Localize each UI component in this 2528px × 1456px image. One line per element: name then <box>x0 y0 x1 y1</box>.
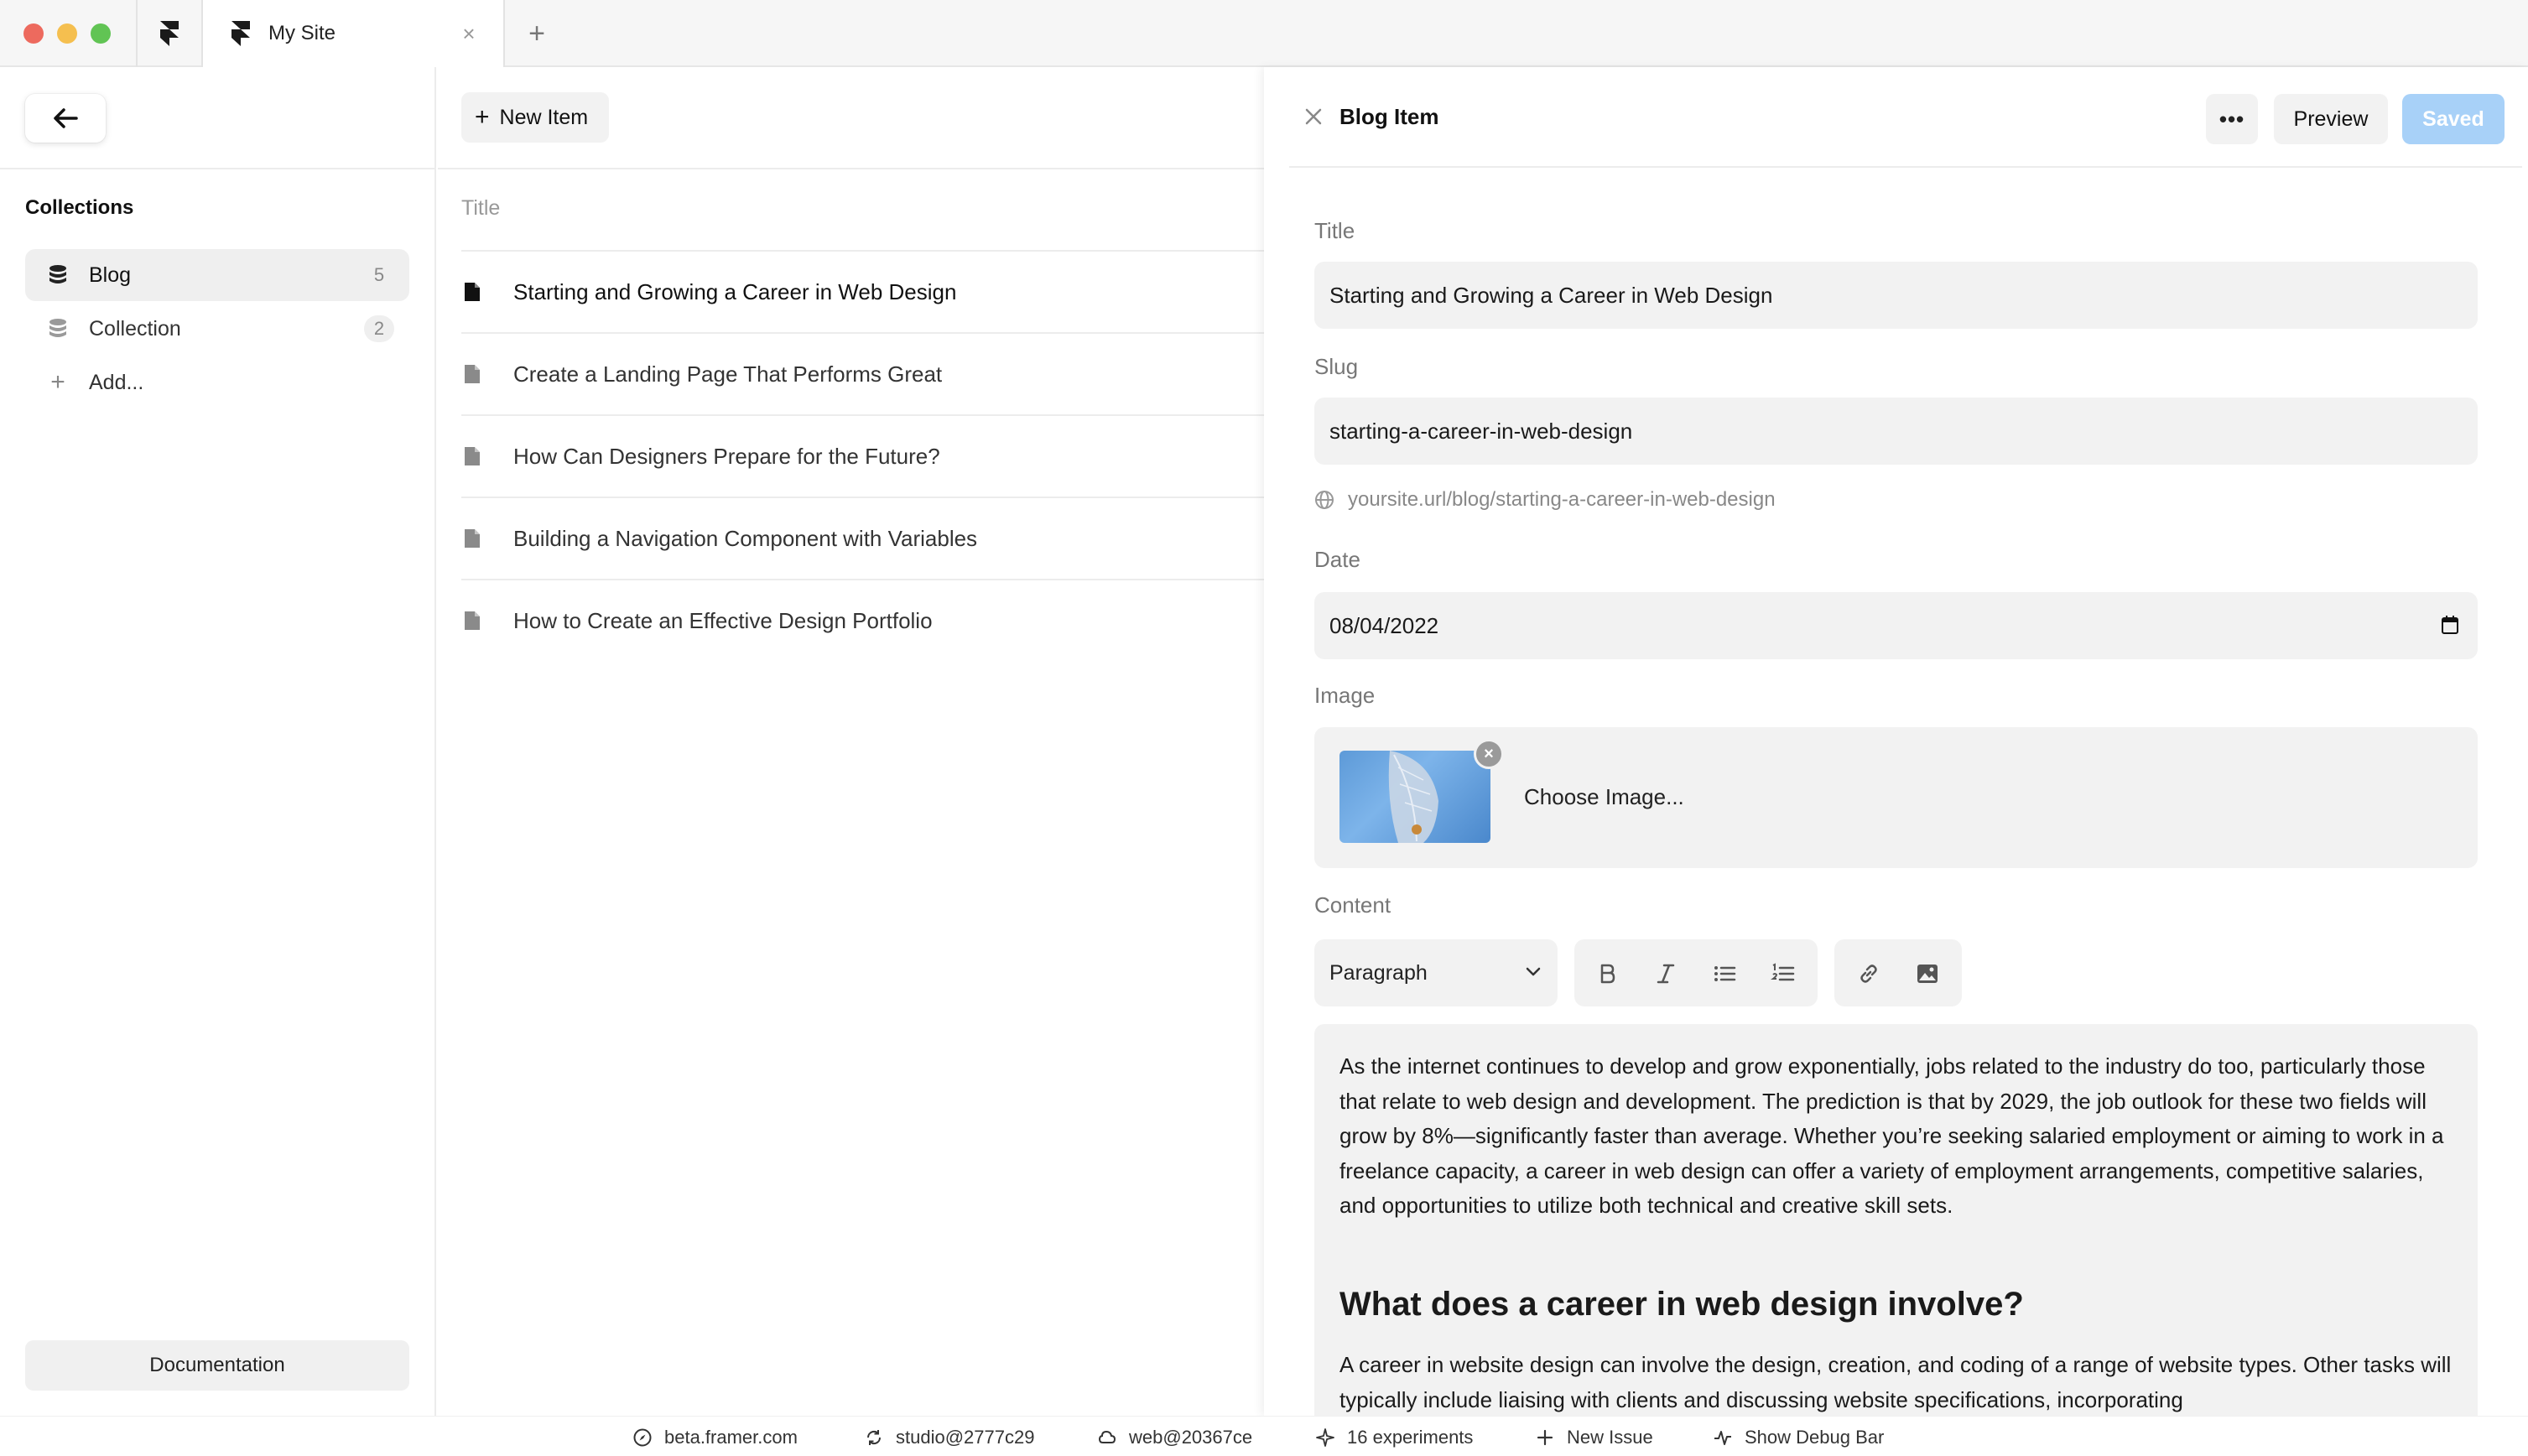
plus-icon: + <box>50 368 65 396</box>
format-toolbar <box>1574 939 1818 1006</box>
title-field-label: Title <box>1314 218 1355 243</box>
content-paragraph[interactable]: A career in website design can involve the design, creation, and coding of a range of website types. Other tasks will typically include liaising with clients and discussing website specifications, incorporating <box>1339 1352 2452 1412</box>
row-title: How Can Designers Prepare for the Future? <box>513 443 940 469</box>
window-minimize-button[interactable] <box>57 23 77 44</box>
plus-icon <box>1535 1427 1555 1448</box>
document-icon <box>463 528 481 549</box>
sidebar-item-label: Collection <box>89 316 181 341</box>
document-icon <box>463 445 481 467</box>
divider <box>1289 166 2522 168</box>
image-picker[interactable] <box>1314 727 2478 868</box>
table-row[interactable] <box>461 579 1264 661</box>
content-heading[interactable]: What does a career in web design involve? <box>1339 1286 2024 1323</box>
window-maximize-button[interactable] <box>91 23 111 44</box>
collections-sidebar <box>0 67 436 1416</box>
row-title: Building a Navigation Component with Variables <box>513 525 978 551</box>
title-input[interactable]: Starting and Growing a Career in Web Design <box>1314 262 2478 329</box>
editor-title: Blog Item <box>1339 104 1439 129</box>
status-label: beta.framer.com <box>664 1427 798 1448</box>
row-title: How to Create an Effective Design Portfolio <box>513 607 933 633</box>
items-list-panel <box>438 67 1264 1416</box>
preview-button[interactable]: Preview <box>2274 94 2388 144</box>
title-column-header[interactable]: Title <box>461 196 501 220</box>
leaf-image-icon <box>1339 751 1490 843</box>
block-type-select[interactable] <box>1314 939 1558 1006</box>
insert-toolbar <box>1834 939 1962 1006</box>
sidebar-item-label: Add... <box>89 370 144 394</box>
table-row[interactable] <box>461 332 1264 414</box>
content-paragraph[interactable]: As the internet continues to develop and grow exponentially, jobs related to the industry do too, particularly those that relate to web design and development. The prediction is that by 2029, the job outlook for these two fields will grow by 8%—significantly faster than average. Whether you’re seeking salaried employment or aiming to work in a freelance capacity, a career in web design can offer a variety of employment arrangements, competitive salaries, and opportunities to utilize both technical and creative skill sets. <box>1339 1053 2444 1218</box>
remove-image-button[interactable]: × <box>1474 739 1504 769</box>
close-icon[interactable] <box>1303 106 1324 127</box>
date-input[interactable] <box>1314 592 2478 659</box>
status-label: studio@2777c29 <box>896 1427 1035 1448</box>
collections-heading: Collections <box>25 196 134 219</box>
block-type-value: Paragraph <box>1329 960 1428 985</box>
globe-icon <box>1314 490 1334 510</box>
table-row[interactable] <box>461 250 1264 332</box>
row-title: Create a Landing Page That Performs Great <box>513 361 943 387</box>
tab-label: My Site <box>268 22 336 44</box>
chevron-down-icon <box>1524 963 1542 981</box>
status-label: Show Debug Bar <box>1745 1427 1885 1448</box>
table-row[interactable] <box>461 414 1264 497</box>
sidebar-item-blog[interactable] <box>25 249 409 301</box>
document-icon <box>463 610 481 632</box>
italic-icon[interactable] <box>1653 961 1678 986</box>
link-icon[interactable] <box>1856 961 1881 986</box>
bullet-list-icon[interactable] <box>1712 961 1737 986</box>
pulse-icon <box>1713 1427 1733 1448</box>
plus-icon: + <box>475 103 490 131</box>
titlebar-divider <box>503 0 505 67</box>
image-field-label: Image <box>1314 683 1376 708</box>
status-label: New Issue <box>1567 1427 1653 1448</box>
new-tab-button[interactable]: + <box>528 18 545 49</box>
slug-field-label: Slug <box>1314 354 1359 379</box>
rich-text-editor[interactable] <box>1314 1024 2478 1416</box>
numbered-list-icon[interactable] <box>1771 961 1796 986</box>
status-domain-link[interactable] <box>632 1427 798 1448</box>
tab-close-icon[interactable]: × <box>462 21 476 46</box>
date-field-label: Date <box>1314 547 1360 572</box>
sidebar-item-add[interactable] <box>25 356 409 408</box>
choose-image-button[interactable]: Choose Image... <box>1524 784 1684 809</box>
database-icon <box>49 318 67 340</box>
status-label: web@20367ce <box>1129 1427 1253 1448</box>
content-field-label: Content <box>1314 892 1391 918</box>
framer-logo-icon <box>231 21 250 46</box>
status-web-version[interactable] <box>1097 1427 1252 1448</box>
window-close-button[interactable] <box>23 23 44 44</box>
slug-url-preview <box>1314 488 1776 512</box>
slug-url-text: yoursite.url/blog/starting-a-career-in-web-design <box>1348 488 1776 511</box>
cloud-icon <box>1097 1427 1117 1448</box>
table-row[interactable] <box>461 497 1264 579</box>
new-item-button[interactable] <box>461 92 609 143</box>
document-icon <box>463 363 481 385</box>
documentation-button[interactable]: Documentation <box>25 1340 409 1391</box>
database-icon <box>49 264 67 286</box>
status-studio-version[interactable] <box>864 1427 1034 1448</box>
framer-logo-icon <box>160 21 179 46</box>
status-new-issue[interactable] <box>1535 1427 1653 1448</box>
image-thumbnail <box>1339 751 1490 843</box>
date-value: 08/04/2022 <box>1329 612 1439 638</box>
tab-my-site[interactable] <box>203 0 503 67</box>
item-count-badge: 5 <box>373 264 385 285</box>
slug-input[interactable]: starting-a-career-in-web-design <box>1314 398 2478 465</box>
new-item-label: New Item <box>499 105 589 129</box>
back-button[interactable] <box>25 94 106 143</box>
blog-item-editor <box>1264 67 2528 1416</box>
sidebar-item-collection[interactable] <box>25 303 409 355</box>
debug-status-bar <box>0 1416 2528 1456</box>
sidebar-item-label: Blog <box>89 263 132 287</box>
document-icon <box>463 281 481 303</box>
status-label: 16 experiments <box>1347 1427 1474 1448</box>
item-count-badge: 2 <box>364 315 394 342</box>
divider <box>0 168 436 169</box>
divider <box>438 168 1264 169</box>
status-experiments[interactable] <box>1315 1427 1473 1448</box>
window-titlebar <box>0 0 2528 67</box>
sparkle-icon <box>1315 1427 1335 1448</box>
bold-icon[interactable] <box>1594 961 1620 986</box>
status-show-debug-bar[interactable] <box>1713 1427 1884 1448</box>
calendar-icon[interactable] <box>2441 615 2459 635</box>
image-icon[interactable] <box>1915 961 1940 986</box>
saved-button[interactable]: Saved <box>2402 94 2505 144</box>
arrow-left-icon <box>53 107 78 129</box>
compass-icon <box>632 1427 653 1448</box>
row-title: Starting and Growing a Career in Web Design <box>513 278 957 304</box>
more-options-button[interactable]: ••• <box>2206 94 2258 144</box>
framer-logo-tab[interactable] <box>138 0 201 67</box>
sync-icon <box>864 1427 884 1448</box>
